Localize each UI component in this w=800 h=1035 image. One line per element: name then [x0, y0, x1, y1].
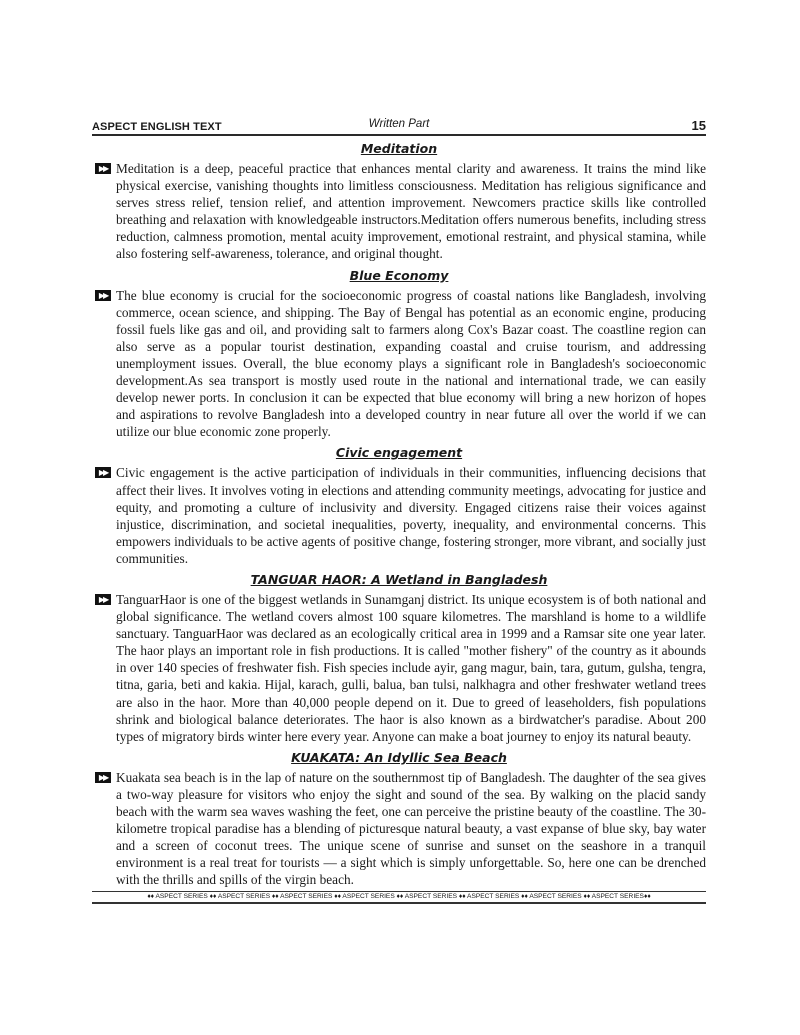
paragraph [92, 287, 706, 441]
fast-forward-icon: ▶▶ [95, 467, 111, 478]
paragraph-text: Kuakata sea beach is in the lap of nature on the southernmost tip of Bangladesh. The daughter of the sea gives a two-way pleasure for visitors who enjoy the sight and sound of the sea. By walking on the placid sandy beach with the warm sea waves washing the feet, one can perceive the pristine beauty of the coastline. The 30-kilometre tropical paradise has a blending of picturesque natural beauty, a vast expanse of blue sky, bay water and a screen of coconut trees. The unique scene of sunrise and sunset on the seashore in a tranquil environment is a real treat for tourists — a sight which is simply unforgettable. So, here one can be drenched with the thrills and spills of the virgin beach. [116, 769, 706, 888]
section-title: TANGUAR HAOR: A Wetland in Bangladesh [250, 571, 548, 587]
paragraph-text: TanguarHaor is one of the biggest wetlands in Sunamganj district. Its unique ecosystem is of both national and global significance. The wetland covers almost 100 square kilometres. The marshland is home to a wildlife sanctuary. TanguarHaor was declared as an ecologically critical area in 1999 and a Ramsar site one year later. The haor plays an important role in fish productions. It is called "mother fishery" of the country as it abounds in over 140 species of freshwater fish. Fish species include ayir, gang magur, bain, tara, gutum, gulsha, tengra, titna, garia, beti and kakia. Hijal, karach, gulli, balua, ban tulsi, nalkhagra and other freshwater wetland trees are also in the haor. More than 40,000 people depend on it. Due to greed of leaseholders, fish populations shrink and biological balance deteriorates. The haor is also known as a birdwatcher's paradise. About 200 types of migratory birds winter here every year. Anyone can make a boat journey to enjoy its natural beauty. [116, 591, 706, 744]
fast-forward-icon: ▶▶ [95, 163, 111, 174]
page-number: 15 [691, 118, 706, 133]
running-footer: ♦♦ ASPECT SERIES ♦♦ ASPECT SERIES ♦♦ ASPECT SERIES ♦♦ ASPECT SERIES ♦♦ ASPECT SERIES ♦♦ ASPECT SERIES ♦♦ ASPECT SERIES ♦♦ ASPECT SERIES♦♦ [92, 891, 706, 904]
section-civic-engagement [92, 445, 706, 567]
paragraph [92, 769, 706, 889]
paragraph-text: Civic engagement is the active participation of individuals in their communities, influencing decisions that affect their lives. It involves voting in elections and attending community meetings, advocating for justice and equity, and promoting a culture of inclusivity and diversity. Engaged citizens raise their voices against injustice, discrimination, and societal inequalities, poverty, inequality, and environmental concerns. This empowers individuals to be active agents of positive change, fostering stronger, more vibrant, and socially just communities. [116, 465, 706, 566]
section-meditation [92, 141, 706, 263]
paragraph [92, 160, 706, 263]
section-tanguar-haor [92, 572, 706, 745]
paragraph [92, 464, 706, 567]
paragraph [92, 591, 706, 745]
section-label: Written Part [368, 118, 430, 130]
paragraph-text: Meditation is a deep, peaceful practice that enhances mental clarity and awareness. It trains the mind like physical exercise, vanishing thoughts into limitless consciousness. Meditation has religious significance and serves stress relief, tension relief, and attention improvement. Newcomers practice skills like controlled breathing and relaxation with knowledgeable instructors.Meditation offers numerous benefits, including stress reduction, calmness promotion, mental acuity improvement, emotional restraint, and physical stamina, while also fostering self-awareness, tolerance, and original thought. [116, 161, 706, 262]
section-kuakata [92, 750, 706, 889]
section-title: Blue Economy [349, 267, 449, 283]
paragraph-text: The blue economy is crucial for the socioeconomic progress of coastal nations like Bangladesh, involving commerce, ocean science, and shipping. The Bay of Bengal has potential as an economic engine, producing fossil fuels like gas and oil, and providing salt to farmers along Cox's Bazar coast. The coastline region can also serve as a popular tourist destination, expanding coastal and cruise tourism, and addressing unemployment issues. Overall, the blue economy plays a significant role in Bangladesh's socioeconomic development.As sea transport is mostly used route in the national and international trade, we can easily develop newer ports. In conclusion it can be expected that blue economy will bring a new horizon of hopes and aspirations to revolve Bangladesh into a developed country in near future all over the world if we can utilize our blue economic zone properly. [116, 287, 706, 440]
fast-forward-icon: ▶▶ [95, 772, 111, 783]
section-title: KUAKATA: An Idyllic Sea Beach [291, 749, 507, 765]
fast-forward-icon: ▶▶ [95, 290, 111, 301]
fast-forward-icon: ▶▶ [95, 594, 111, 605]
running-header [92, 117, 706, 136]
document-page [92, 117, 706, 904]
section-title: Civic engagement [335, 445, 463, 461]
book-title: ASPECT ENGLISH TEXT [92, 121, 222, 133]
section-title: Meditation [360, 141, 438, 156]
section-blue-economy [92, 268, 706, 441]
